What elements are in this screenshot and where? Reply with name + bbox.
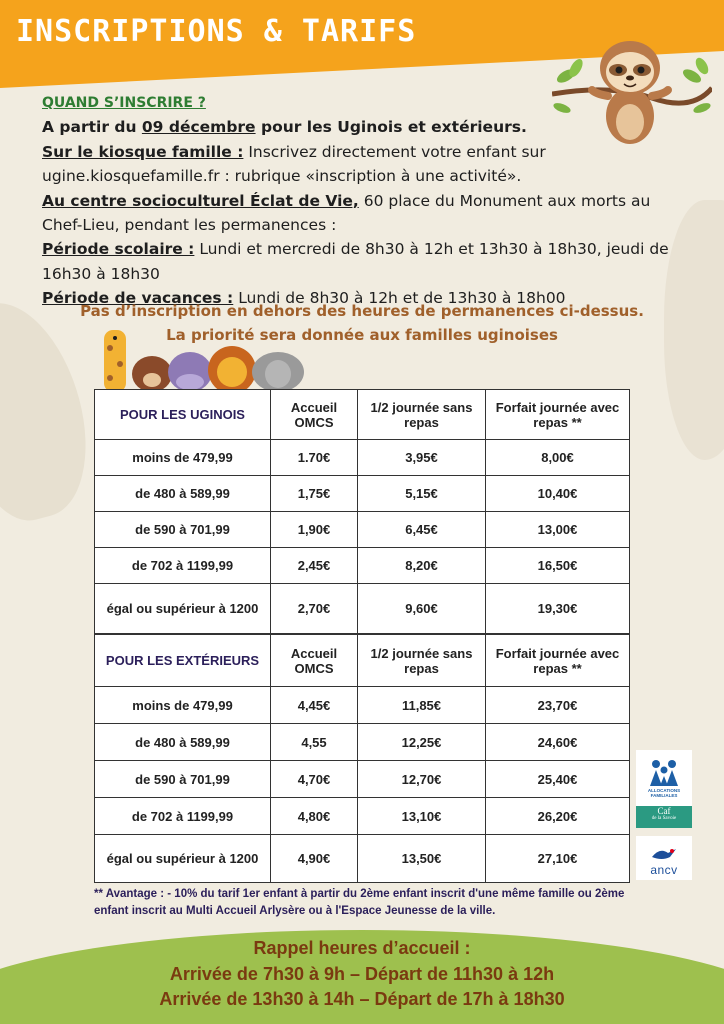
rappel-title: Rappel heures d’accueil :	[253, 938, 471, 958]
page-title: INSCRIPTIONS & TARIFS	[16, 14, 417, 49]
table-row	[95, 835, 630, 883]
centre-text: 60 place du Monument aux morts au Chef-Lieu, pendant les permanences :	[42, 191, 651, 235]
notice-priority: La priorité sera donnée aux familles uginoises	[166, 326, 558, 344]
price-cell: 4,55	[271, 724, 358, 761]
income-bracket: de 702 à 1199,99	[95, 548, 271, 584]
tarifs-table-uginois	[94, 389, 630, 634]
price-cell: 27,10€	[486, 835, 630, 883]
question-heading: QUAND S’INSCRIRE ?	[42, 95, 206, 111]
scolaire-text: Lundi et mercredi de 8h30 à 12h et 13h30 à 18h30, jeudi de 16h30 à 18h30	[42, 240, 669, 283]
tarifs-table-exterieurs	[94, 634, 630, 883]
price-cell: 4,45€	[271, 687, 358, 724]
header-forfait-journee: Forfait journée avec repas **	[486, 390, 630, 440]
rappel-horaires	[0, 936, 724, 1013]
price-cell: 1,75€	[271, 476, 358, 512]
caf-region: de la Savoie	[651, 816, 677, 821]
scolaire-label: Période scolaire :	[42, 240, 195, 259]
price-cell: 4,80€	[271, 798, 358, 835]
ancv-label: ancv	[650, 863, 678, 877]
price-cell: 4,90€	[271, 835, 358, 883]
caf-name: Caf	[657, 806, 671, 816]
header-uginois: POUR LES UGINOIS	[95, 390, 271, 440]
table-row	[95, 798, 630, 835]
notice-no-registration: Pas d’inscription en dehors des heures de permanences ci-dessus.	[80, 302, 644, 320]
price-cell: 3,95€	[358, 440, 486, 476]
income-bracket: de 480 à 589,99	[95, 724, 271, 761]
header-demi-journee: 1/2 journée sans repas	[358, 390, 486, 440]
bird-icon	[650, 845, 678, 863]
header-accueil-omcs: Accueil OMCS	[271, 635, 358, 687]
table-row	[95, 724, 630, 761]
vacances-text: Lundi de 8h30 à 12h et de 13h30 à 18h00	[233, 289, 566, 308]
income-bracket: de 590 à 701,99	[95, 512, 271, 548]
start-date-suffix: pour les Uginois et extérieurs.	[255, 118, 527, 137]
kiosque-label: Sur le kiosque famille :	[42, 142, 244, 161]
header-forfait-journee: Forfait journée avec repas **	[486, 635, 630, 687]
price-cell: 16,50€	[486, 548, 630, 584]
price-cell: 12,25€	[358, 724, 486, 761]
table-header-row	[95, 635, 630, 687]
price-cell: 6,45€	[358, 512, 486, 548]
income-bracket: moins de 479,99	[95, 687, 271, 724]
table-row	[95, 687, 630, 724]
footnote-avantage: ** Avantage : - 10% du tarif 1er enfant à partir du 2ème enfant inscrit d'une même famille ou 2ème enfant inscrit au Multi Accueil Arlysère ou à l'Espace Jeunesse de la ville.	[94, 888, 625, 917]
table-row	[95, 761, 630, 798]
price-cell: 8,00€	[486, 440, 630, 476]
price-cell: 10,40€	[486, 476, 630, 512]
rappel-morning: Arrivée de 7h30 à 9h – Départ de 11h30 à 12h	[169, 963, 555, 984]
price-cell: 8,20€	[358, 548, 486, 584]
header-exterieurs: POUR LES EXTÉRIEURS	[95, 635, 271, 687]
ancv-logo	[636, 836, 692, 880]
price-cell: 23,70€	[486, 687, 630, 724]
animals-illustration	[96, 326, 312, 392]
price-cell: 24,60€	[486, 724, 630, 761]
price-cell: 2,45€	[271, 548, 358, 584]
start-date: 09 décembre	[141, 118, 256, 137]
centre-label: Au centre socioculturel Éclat de Vie,	[42, 191, 359, 210]
table-row	[95, 440, 630, 476]
price-cell: 25,40€	[486, 761, 630, 798]
partner-logos	[636, 750, 692, 880]
kiosque-text: Inscrivez directement votre enfant sur ugine.kiosquefamille.fr : rubrique «inscription à une activité».	[42, 142, 546, 186]
rappel-afternoon: Arrivée de 13h30 à 14h – Départ de 17h à 18h30	[159, 989, 565, 1009]
background-texture	[0, 288, 106, 532]
price-cell: 11,85€	[358, 687, 486, 724]
income-bracket: de 590 à 701,99	[95, 761, 271, 798]
caf-family-icon	[647, 758, 681, 788]
price-cell: 13,10€	[358, 798, 486, 835]
start-date-prefix: A partir du	[42, 118, 142, 137]
price-cell: 26,20€	[486, 798, 630, 835]
registration-info	[42, 90, 692, 311]
price-cell: 4,70€	[271, 761, 358, 798]
table-row	[95, 584, 630, 634]
table-header-row	[95, 390, 630, 440]
income-bracket: de 702 à 1199,99	[95, 798, 271, 835]
caf-savoie-band	[636, 806, 692, 828]
table-row	[95, 548, 630, 584]
price-cell: 19,30€	[486, 584, 630, 634]
price-cell: 2,70€	[271, 584, 358, 634]
header-accueil-omcs: Accueil OMCS	[271, 390, 358, 440]
table-row	[95, 512, 630, 548]
price-cell: 5,15€	[358, 476, 486, 512]
caf-label: ALLOCATIONS FAMILIALES	[647, 788, 681, 798]
price-cell: 12,70€	[358, 761, 486, 798]
price-cell: 1,90€	[271, 512, 358, 548]
price-cell: 9,60€	[358, 584, 486, 634]
caf-logo	[636, 750, 692, 806]
header-demi-journee: 1/2 journée sans repas	[358, 635, 486, 687]
income-bracket: égal ou supérieur à 1200	[95, 584, 271, 634]
price-cell: 13,00€	[486, 512, 630, 548]
table-row	[95, 476, 630, 512]
income-bracket: moins de 479,99	[95, 440, 271, 476]
price-cell: 13,50€	[358, 835, 486, 883]
income-bracket: de 480 à 589,99	[95, 476, 271, 512]
income-bracket: égal ou supérieur à 1200	[95, 835, 271, 883]
vacances-label: Période de vacances :	[42, 289, 234, 308]
price-cell: 1.70€	[271, 440, 358, 476]
